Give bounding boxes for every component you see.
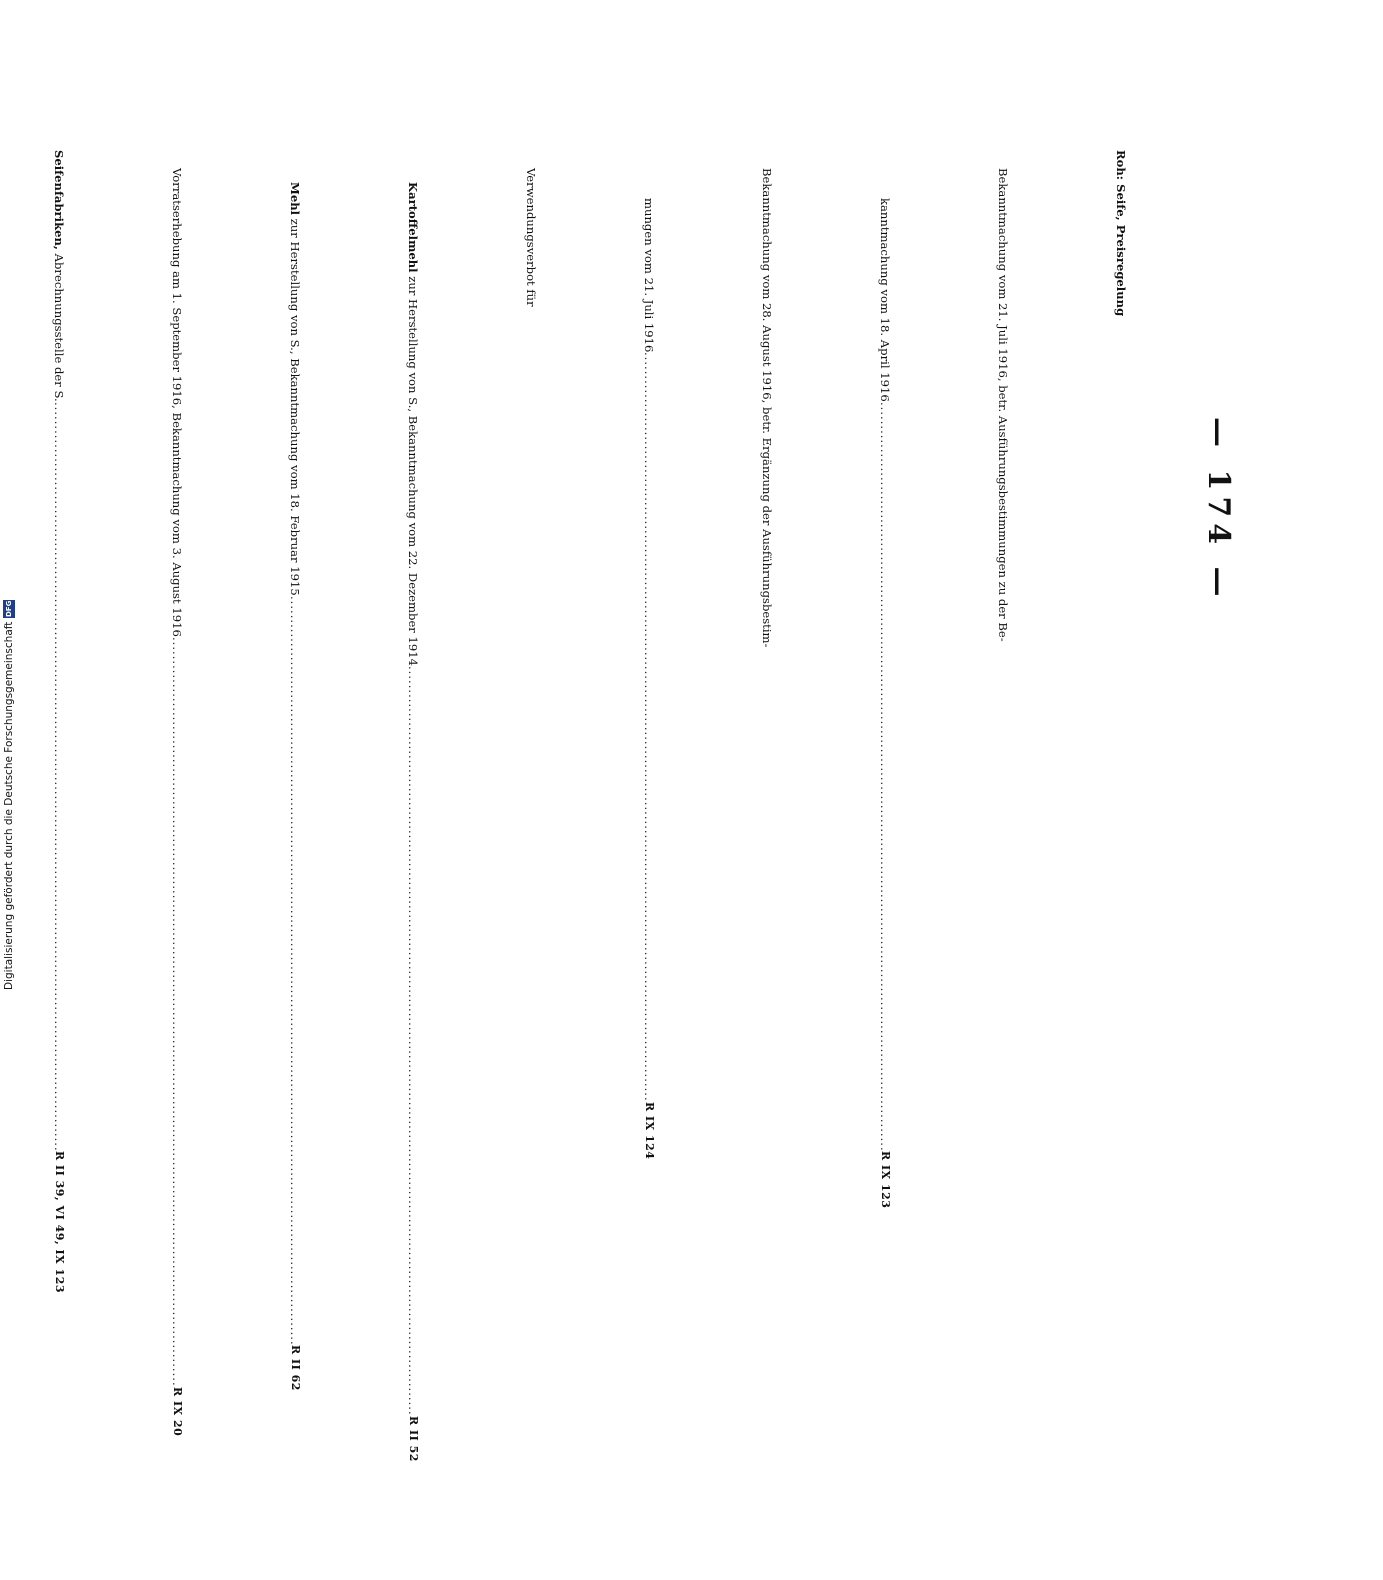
entry-reference: R II 62: [289, 1345, 302, 1392]
index-entry: [777, 198, 895, 1209]
dot-leader: ................................................................................................................................................................: [170, 636, 184, 1387]
dot-leader: [1013, 316, 1131, 752]
entry-keyword: Kartoffelmehl: [406, 182, 420, 273]
entry-text: [659, 168, 777, 647]
entry-description: zur Herstellung von S., Bekanntmachung vom 18. Februar 1915: [288, 215, 302, 596]
entry-description: Bekanntmachung vom 21. Juli 1916, betr. Ausführungsbestimmungen zu der Be-: [996, 168, 1010, 642]
dot-leader: ................................................................................................................................................................: [288, 595, 302, 1346]
entry-description: Vorratserhebung am 1. September 1916, Bekanntmachung vom 3. August 1916: [170, 168, 184, 637]
dot-leader: ................................................................................................................................................................: [406, 666, 420, 1416]
entry-keyword: Mehl: [288, 182, 302, 216]
entry-keyword: Roh: Seife, Preisregelung: [1114, 150, 1128, 317]
entry-reference: [1013, 752, 1131, 870]
dot-leader: [895, 642, 1013, 752]
entry-text: [1013, 150, 1131, 316]
entry-text: [777, 198, 895, 402]
entry-keyword: Seifenfabriken,: [52, 150, 66, 250]
entry-text: [187, 182, 305, 596]
index-entry: [659, 168, 777, 870]
entry-reference: [895, 752, 1013, 870]
entry-reference: R II 39, VI 49, IX 123: [53, 1151, 66, 1294]
entry-reference: R II 52: [407, 1415, 420, 1462]
entry-text: [895, 168, 1013, 642]
index-page: [52, 150, 1236, 1462]
entry-description: Abrechnungsstelle der S.: [52, 249, 66, 402]
entry-text: [423, 168, 541, 307]
index-entry: [541, 198, 659, 1160]
entry-reference: R IX 20: [171, 1386, 184, 1436]
dot-leader: [659, 647, 777, 752]
dot-leader: ................................................................................................................................................................: [642, 352, 656, 1103]
entry-description: Bekanntmachung vom 28. August 1916, betr. Ergänzung der Ausführungsbestim-: [760, 168, 774, 648]
entry-reference: R IX 124: [643, 1102, 656, 1160]
index-entry: [895, 168, 1013, 870]
credit-text: Digitalisierung gefördert durch die Deutsche Forschungsgemeinschaft: [3, 621, 15, 990]
entry-description: zur Herstellung von S., Bekanntmachung vom 22. Dezember 1914: [406, 272, 420, 667]
entry-description: Verwendungsverbot für: [524, 168, 538, 307]
index-entry: [305, 182, 423, 1462]
entry-reference: [659, 752, 777, 870]
index-entry: [423, 168, 541, 870]
index-entry: [69, 168, 187, 1436]
digitization-credit: [2, 600, 16, 990]
index-entry: [1013, 150, 1131, 870]
entry-description: mungen vom 21. Juli 1916: [642, 198, 656, 353]
entry-description: kanntmachung vom 18. April 1916: [878, 198, 892, 402]
entry-reference: R IX 123: [879, 1151, 892, 1209]
entry-text: [69, 168, 187, 637]
dot-leader: ................................................................................................................................................................: [878, 401, 892, 1152]
dot-leader: [423, 307, 541, 752]
dot-leader: ................................................................................................................................................................: [52, 401, 66, 1152]
entry-reference: [423, 752, 541, 870]
page-number: — 174 —: [1201, 417, 1236, 603]
index-entry: [187, 182, 305, 1392]
entry-text: [0, 150, 69, 402]
entry-text: [541, 198, 659, 352]
entry-text: [305, 182, 423, 666]
dfg-logo: DFG: [5, 600, 13, 617]
